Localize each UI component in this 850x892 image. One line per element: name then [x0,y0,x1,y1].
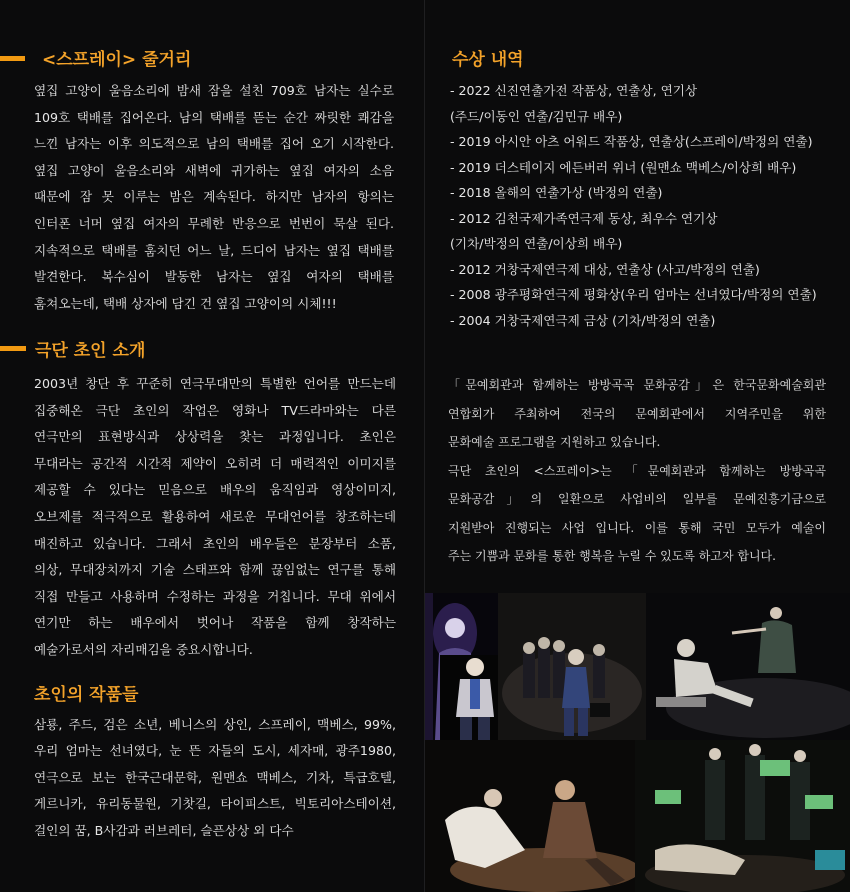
text-line: 예술가로서의 자리매김을 중요시합니다. [34,641,253,657]
synopsis-text [34,78,394,317]
text-line: - 2018 올해의 연출가상 (박정의 연출) [450,185,663,200]
text-line: 옆집 고양이 울음소리와 새벽에 귀가하는 옆집 여자의 소음 [34,162,394,178]
production-photo-4 [646,593,850,740]
text-line: 연극으로 보는 한국근대문학, 원맨쇼 맥베스, 기차, 특급호텔, [34,769,396,785]
text-line: 훔쳐오는데, 택배 상자에 담긴 건 옆집 고양이의 시체!!! [34,295,337,311]
text-line: 인터폰 너머 옆집 여자의 무례한 반응으로 번번이 묵살 된다. [34,215,394,231]
text-line: 걸인의 꿈, B사감과 러브레터, 슬픈상상 외 다수 [34,822,294,838]
text-line: 문화예술 프로그램을 지원하고 있습니다. [448,435,661,449]
text-line: 극단 초인의 <스프레이>는 「문예회관과 함께하는 방방곡곡 [448,463,826,478]
text-line: 연합회가 주최하여 전국의 문예회관에서 지역주민을 위한 [448,406,826,421]
awards-list [450,78,835,333]
text-line: 제공할 수 있다는 믿음으로 배우의 움직임과 영상이미지, [34,482,396,498]
text-line: 「문예회관과 함께하는 방방곡곡 문화공감」은 한국문화예술회관 [448,378,826,392]
text-line: 때문에 잠 못 이루는 밤은 계속된다. 하지만 남자의 항의는 [34,189,394,205]
production-photo-3 [498,593,646,740]
text-line: 오브제를 적극적으로 활용하여 새로운 무대언어를 창조하는데 [34,508,396,524]
text-line: 연극만의 표현방식과 상상력을 찾는 과정입니다. 초인은 [34,429,396,445]
text-line: - 2012 김천국제가족연극제 동상, 최우수 연기상 [450,210,718,226]
text-line: 주는 기쁨과 문화를 통한 행복을 누릴 수 있도록 하고자 합니다. [448,549,776,563]
text-line: - 2022 신진연출가전 작품상, 연출상, 연기상 [450,83,698,98]
works-text [34,712,396,844]
text-line: 지속적으로 택배를 훔치던 어느 날, 드디어 남자는 옆집 택배를 [34,242,394,258]
text-line: 의상, 무대장치까지 기술 스태프와 함께 끊임없는 연구를 통해 [34,562,396,578]
text-line: - 2004 거창국제연극제 금상 (기차/박정의 연출) [450,312,716,328]
intro-text [34,371,396,664]
text-line: (기차/박정의 연출/이상희 배우) [450,236,623,251]
text-line: 느낀 남자는 이후 의도적으로 남의 택배를 집어 오기 시작한다. [34,136,394,152]
text-line: 직접 만들고 사용하며 수정하는 과정을 거칩니다. 무대 위에서 [34,588,396,604]
intro-accent-bar [0,346,26,351]
text-line: 매진하고 있습니다. 그래서 초인의 배우들은 분장부터 소품, [34,535,396,551]
text-line: (주드/이동인 연출/김민규 배우) [450,108,623,124]
text-line: 109호 택배를 집어온다. 남의 택배를 뜯는 순간 짜릿한 쾌감을 [34,109,394,125]
text-line: 옆집 고양이 울음소리에 밤새 잠을 설친 709호 남자는 실수로 [34,83,394,98]
text-line: 집중해온 극단 초인의 작업은 영화나 TV드라마와는 다른 [34,402,396,418]
notice-text [448,371,826,571]
text-line: 지원받아 진행되는 사업 입니다. 이를 통해 국민 모두가 예술이 [448,520,826,535]
production-photo-6 [635,740,850,892]
text-line: - 2012 거창국제연극제 대상, 연출상 (사고/박정의 연출) [450,261,760,277]
text-line: 게르니카, 유리동물원, 기찻길, 타이피스트, 빅토리아스테이션, [34,796,396,812]
synopsis-accent-bar [0,56,25,61]
text-line: 2003년 창단 후 꾸준히 연극무대만의 특별한 언어를 만드는데 [34,376,396,391]
awards-title: 수상 내역 [452,50,524,70]
text-line: 무대라는 공간적 시간적 제약이 오히려 더 매력적인 이미지를 [34,455,396,471]
text-line: 문화공감」의 일환으로 사업비의 일부를 문예진흥기금으로 [448,492,826,506]
text-line: - 2019 더스테이지 에든버러 위너 (원맨쇼 맥베스/이상희 배우) [450,159,797,175]
production-photo-5 [425,740,635,892]
text-line: - 2008 광주평화연극제 평화상(우리 엄마는 선녀였다/박정의 연출) [450,287,817,302]
text-line: 우리 엄마는 선녀였다, 눈 뜬 자들의 도시, 세자매, 광주1980, [34,743,396,759]
text-line: 연기만 하는 배우에서 벗어나 작품을 함께 창작하는 [34,615,396,631]
intro-title: 극단 초인 소개 [35,341,146,361]
text-line: 삼룡, 주드, 검은 소년, 베니스의 상인, 스프레이, 맥베스, 99%, [34,717,396,732]
text-line: 발견한다. 복수심이 발동한 남자는 옆집 여자의 택배를 [34,269,394,285]
works-title: 초인의 작품들 [34,685,139,705]
text-line: - 2019 아시안 아츠 어워드 작품상, 연출상(스프레이/박정의 연출) [450,134,813,149]
synopsis-title: <스프레이> 줄거리 [42,50,192,70]
